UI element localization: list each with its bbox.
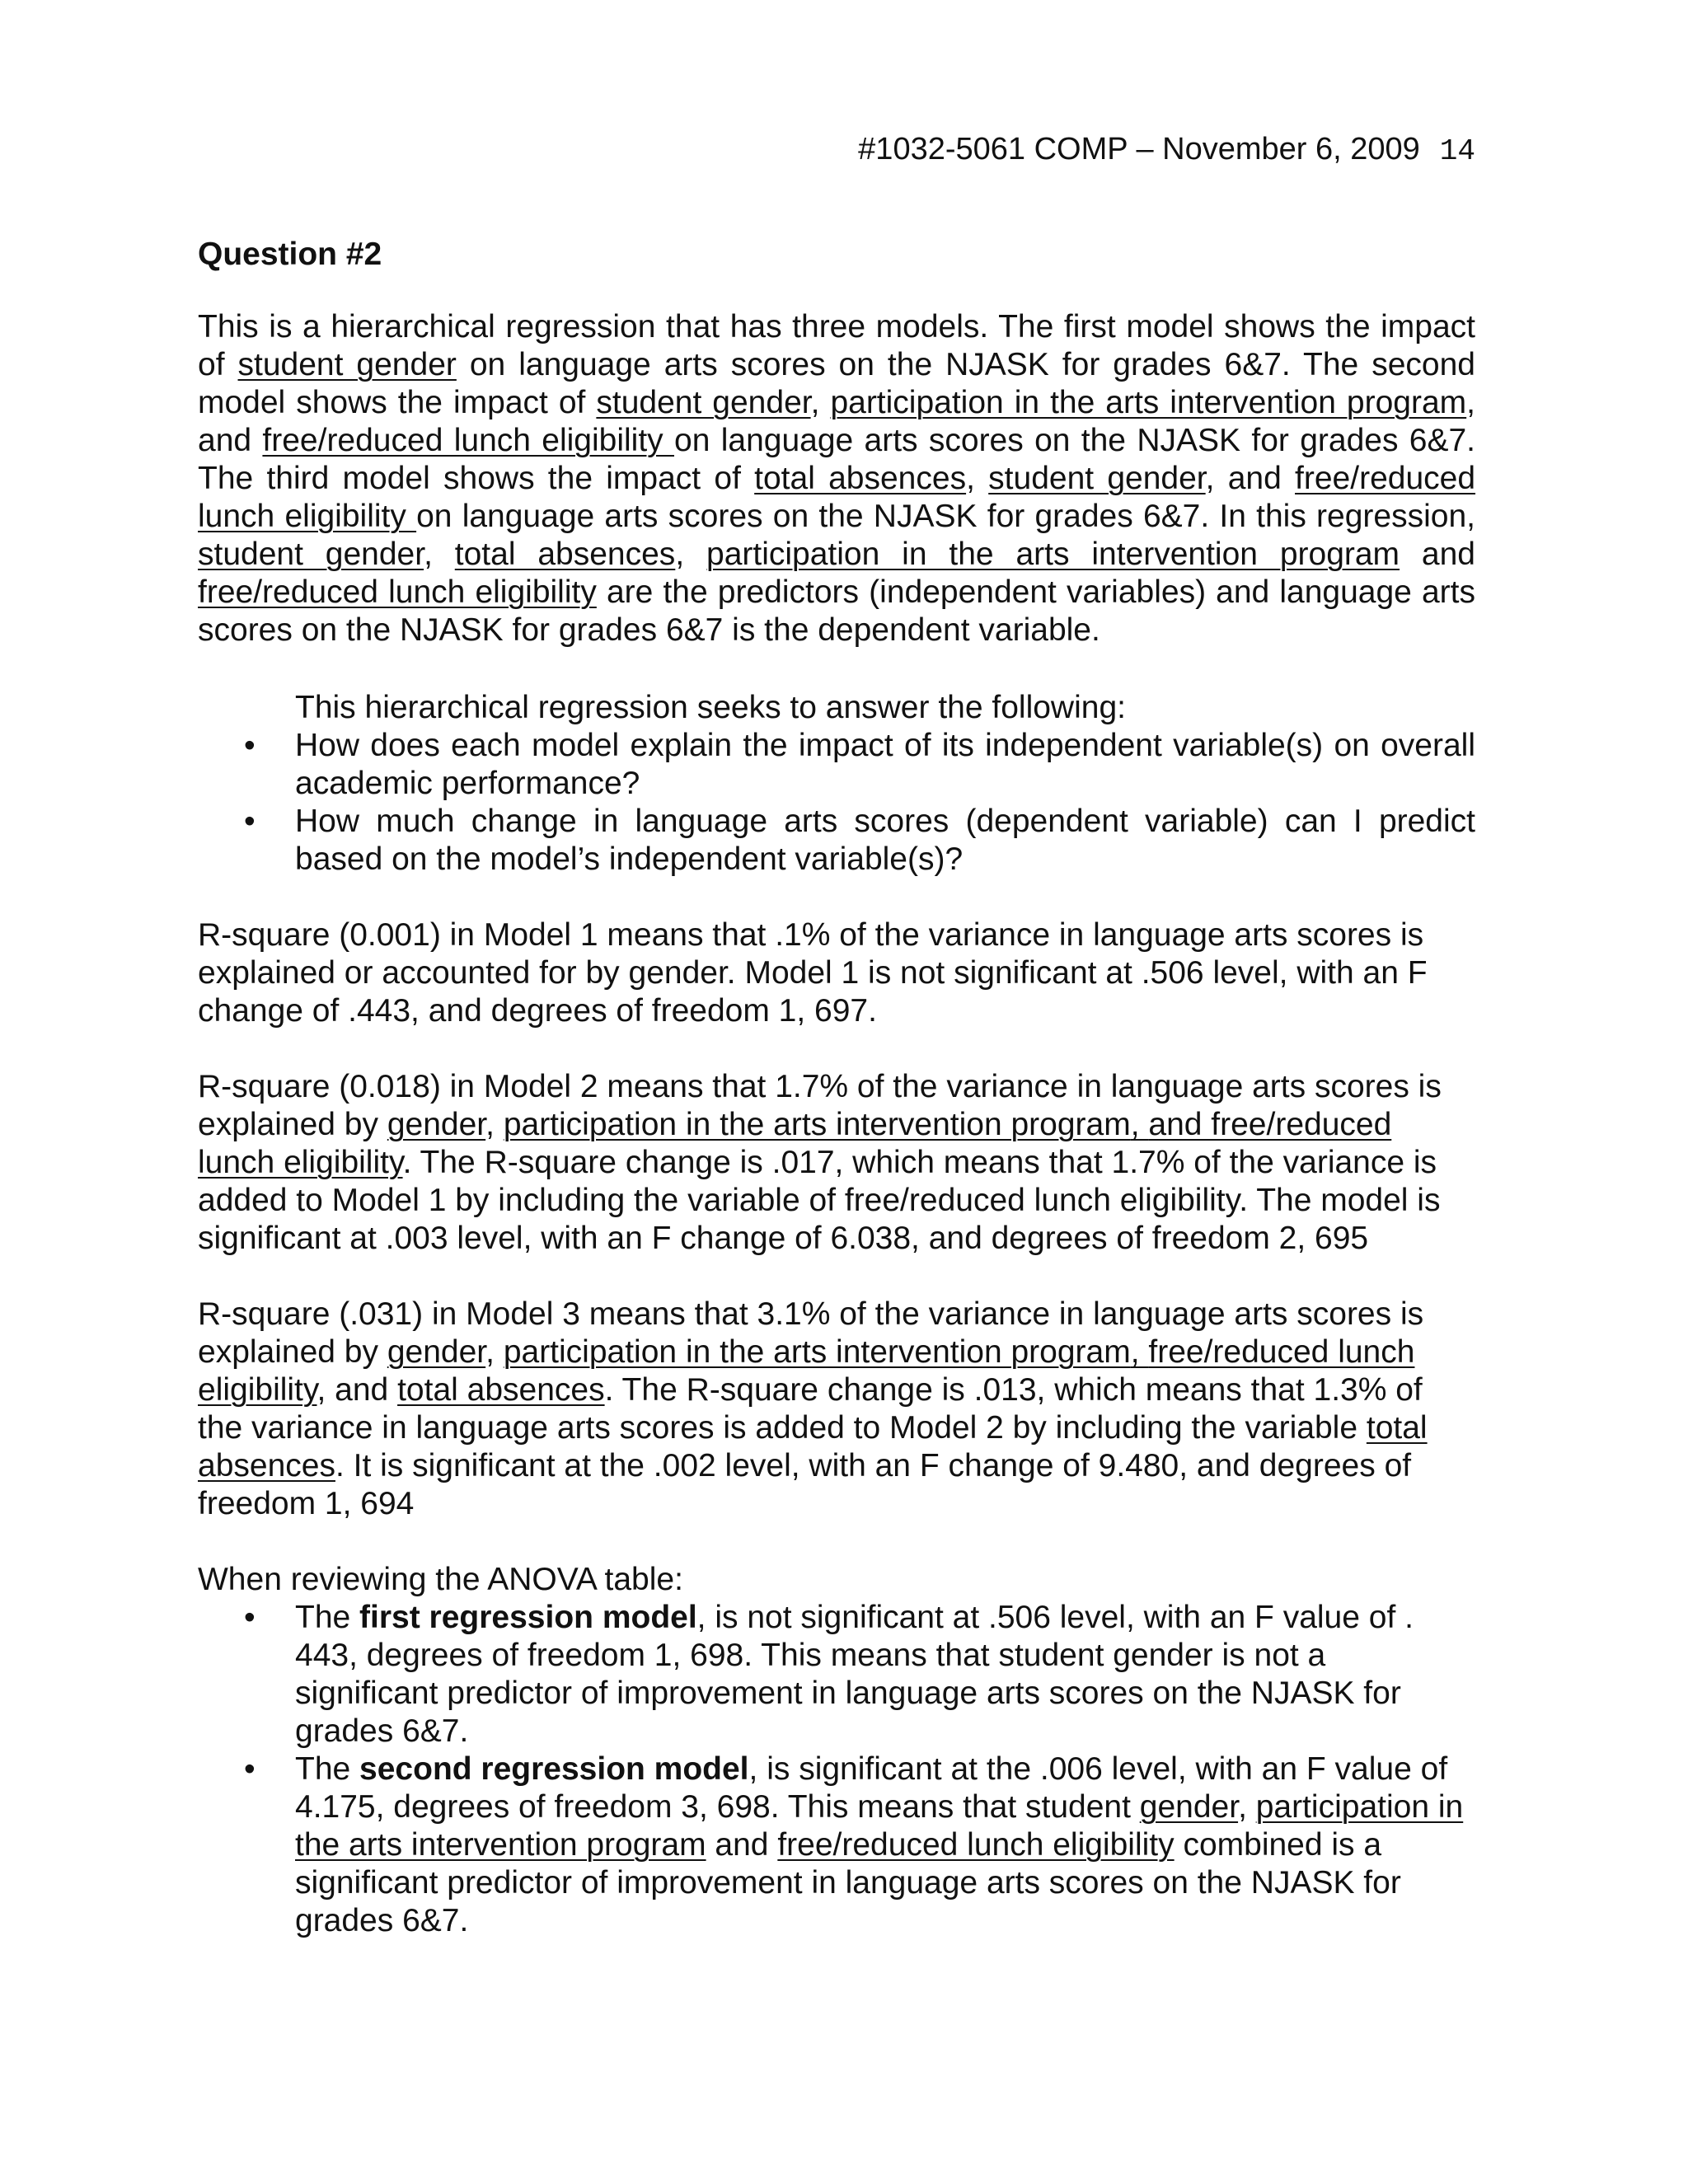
anova-lead: When reviewing the ANOVA table: (198, 1562, 683, 1597)
term-student-gender: student gender (237, 347, 457, 382)
term-free-lunch: free/reduced lunch eligibility (777, 1827, 1175, 1863)
bullet-icon: • (244, 804, 256, 839)
model2-paragraph: R-square (0.018) in Model 2 means that 1.7% of the variance in language arts scores is explained by gender, participation in the arts intervention program, and free/reduced lunch eligibility. The R-square change is .017, which means that 1.7% of the variance is added to Model 1 by including the variable of free/reduced lunch eligibility. The model is significant at .003 level, with an F change of 6.038, and degrees of freedom 2, 695 (198, 1069, 1442, 1256)
term-participation: participation in the arts intervention program (706, 537, 1400, 572)
term-participation: participation in the arts intervention program (503, 1107, 1131, 1142)
intro-paragraph: This is a hierarchical regression that has three models. The first model shows the impact of student gender on language arts scores on the NJASK for grades 6&7. The second model shows the impact of student gender, participation in the arts intervention program, and free/reduced lunch eligibility on language arts scores on the NJASK for grades 6&7. The third model shows the impact of total absences, student gender, and free/reduced lunch eligibility on language arts scores on the NJASK for grades 6&7. In this regression, student gender, total absences, participation in the arts intervention program and free/reduced lunch eligibility are the predictors (independent variables) and language arts scores on the NJASK for grades 6&7 is the dependent variable. (198, 309, 1476, 648)
term-free-lunch: free/reduced lunch eligibility (198, 461, 1476, 534)
term-free-lunch: free/reduced lunch eligibility (198, 574, 597, 610)
term-student-gender: student gender (596, 385, 811, 420)
model3-paragraph: R-square (.031) in Model 3 means that 3.1% of the variance in language arts scores is explained by gender, participation in the arts intervention program, free/reduced lunch eligibility, and total absences. The R-square change is .013, which means that 1.3% of the variance in language arts scores is added to Model 2 by including the variable total absences. It is significant at the .002 level, with an F change of 9.480, and degrees of freedom 1, 694 (198, 1296, 1428, 1521)
term-student-gender: student gender (198, 537, 424, 572)
model1-paragraph: R-square (0.001) in Model 1 means that .1% of the variance in language arts scores is explained or accounted for by gender. Model 1 is not significant at .506 level, with an F change of .443, and degrees of freedom 1, 697. (198, 917, 1428, 1029)
first-model-label: first regression model (359, 1600, 697, 1635)
term-free-lunch: and free/reduced lunch eligibility (198, 1107, 1392, 1180)
term-participation: participation in the arts intervention program (830, 385, 1467, 420)
term-total-absences: total absences (198, 1410, 1428, 1483)
bullet-icon: • (244, 1600, 256, 1635)
term-total-absences: total absences (397, 1372, 605, 1408)
term-gender: gender (1139, 1789, 1239, 1825)
list-item: • How much change in language arts scores (dependent variable) can I predict based on the model’s independent variable(s)? (244, 804, 1475, 877)
term-gender: gender (387, 1107, 486, 1142)
research-questions (198, 689, 1475, 879)
bullet-icon: • (244, 728, 256, 763)
questions-list (198, 727, 1475, 879)
list-item: • How does each model explain the impact of its independent variable(s) on overall academic performance? (244, 728, 1475, 801)
anova-section (198, 1561, 1475, 1940)
term-participation: participation in the arts intervention program (503, 1334, 1131, 1370)
term-participation: participation in the arts intervention program (295, 1789, 1464, 1863)
list-item: • The first regression model, is not significant at .506 level, with an F value of . 443, degrees of freedom 1, 698. This means that student gender is not a significant predictor of improvement in language arts scores on the NJASK for grades 6&7. (244, 1600, 1414, 1749)
term-gender: gender (387, 1334, 486, 1370)
bullet-icon: • (244, 1751, 256, 1787)
term-student-gender: student gender (988, 461, 1206, 496)
question-title: Question #2 (198, 237, 382, 272)
page-number: 14 (1439, 134, 1475, 168)
list-item: • The second regression model, is significant at the .006 level, with an F value of 4.175, degrees of freedom 3, 698. This means that student gender, participation in the arts intervention program and free/reduced lunch eligibility combined is a significant predictor of improvement in language arts scores on the NJASK for grades 6&7. (244, 1751, 1464, 1938)
term-free-lunch: free/reduced lunch eligibility (198, 1334, 1415, 1408)
page-header (858, 130, 1475, 171)
term-total-absences: total absences (754, 461, 967, 496)
document-id: #1032-5061 COMP – November 6, 2009 (858, 132, 1420, 166)
second-model-label: second regression model (359, 1751, 749, 1787)
term-total-absences: total absences (454, 537, 676, 572)
questions-lead: This hierarchical regression seeks to answer the following: (295, 690, 1126, 725)
anova-list (198, 1599, 1475, 1940)
term-free-lunch: free/reduced lunch eligibility (262, 423, 674, 458)
